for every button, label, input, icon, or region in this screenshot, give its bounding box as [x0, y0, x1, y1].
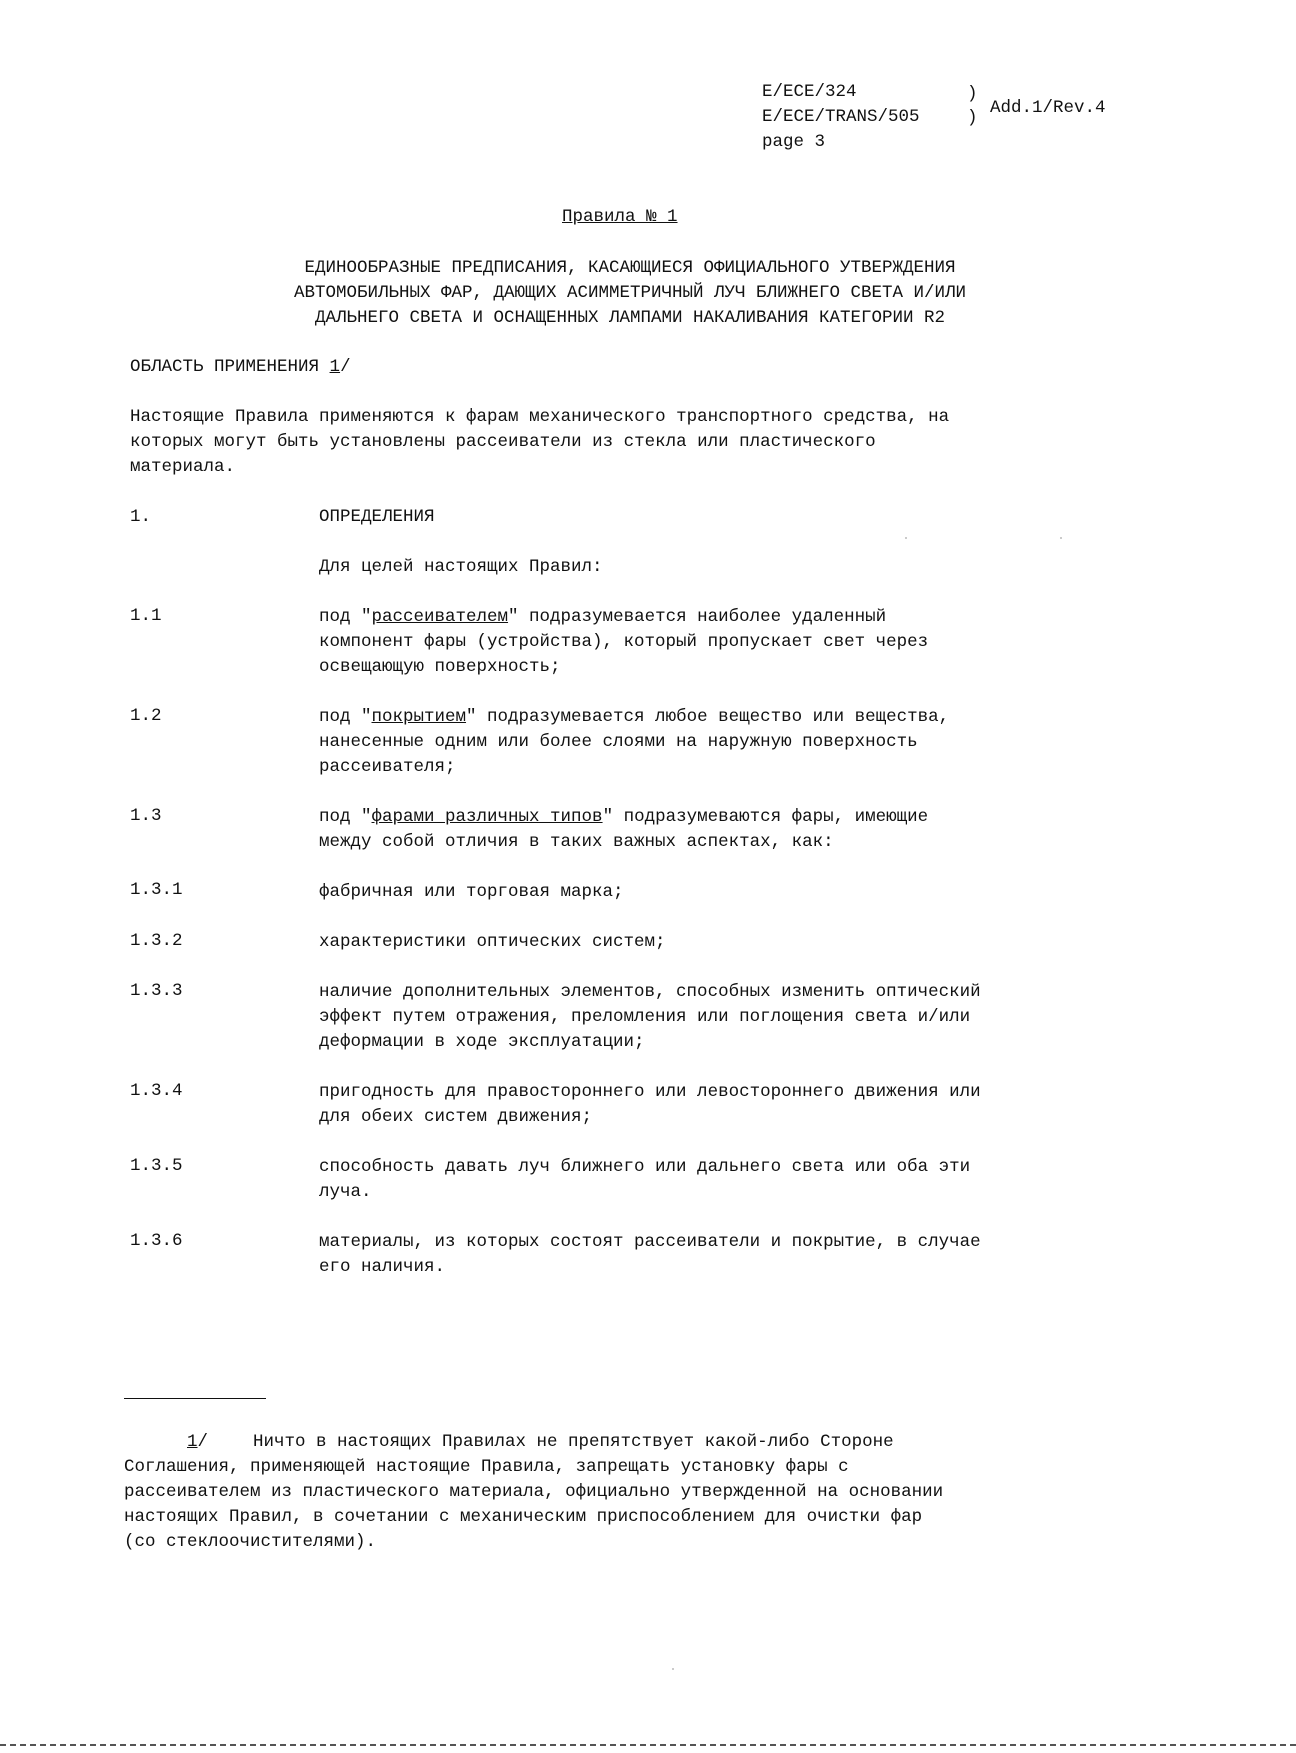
item-text: [319, 605, 1249, 680]
regulation-title: Правила № 1: [562, 207, 678, 227]
footnote-line: Соглашения, применяющей настоящие Правила, запрещать установку фары с: [124, 1457, 849, 1477]
item-number: 1.3.6: [130, 1231, 183, 1251]
item-number: 1.3.5: [130, 1156, 183, 1176]
subtitle-line: ДАЛЬНЕГО СВЕТА И ОСНАЩЕННЫХ ЛАМПАМИ НАКАЛИВАНИЯ КАТЕГОРИИ R2: [314, 308, 946, 328]
footnote-reference: 1: [329, 357, 341, 377]
item-line: компонент фары (устройства), который пропускает свет через: [319, 632, 929, 652]
item-line: под "фарами различных типов" подразумеваются фары, имеющие: [319, 807, 929, 827]
item-line: для обеих систем движения;: [319, 1107, 593, 1127]
subtitle-line: АВТОМОБИЛЬНЫХ ФАР, ДАЮЩИХ АСИММЕТРИЧНЫЙ ЛУЧ БЛИЖНЕГО СВЕТА И/ИЛИ: [293, 283, 967, 303]
defined-term: рассеивателем: [371, 607, 509, 627]
defined-term: покрытием: [371, 707, 467, 727]
footnote-line: (со стеклоочистителями).: [124, 1532, 377, 1552]
section-number: 1.: [130, 507, 152, 527]
defined-term: фарами различных типов: [371, 807, 603, 827]
scope-heading: ОБЛАСТЬ ПРИМЕНЕНИЯ: [130, 357, 320, 377]
item-number: 1.3.2: [130, 931, 183, 951]
item-line: характеристики оптических систем;: [319, 932, 666, 952]
item-line: между собой отличия в таких важных аспектах, как:: [319, 832, 834, 852]
item-text: [319, 980, 1249, 1055]
item-line: фабричная или торговая марка;: [319, 882, 624, 902]
item-text: [319, 1230, 1249, 1280]
doc-symbol-1: E/ECE/324: [762, 82, 857, 102]
item-text: [319, 805, 1249, 855]
item-line: освещающую поверхность;: [319, 657, 561, 677]
footnote-line: настоящих Правил, в сочетании с механическим приспособлением для очистки фар: [124, 1507, 923, 1527]
paragraph-line: материала.: [130, 457, 236, 477]
item-line: материалы, из которых состоят рассеиватели и покрытие, в случае: [319, 1232, 981, 1252]
item-number: 1.1: [130, 606, 162, 626]
item-line: рассеивателя;: [319, 757, 456, 777]
footnote-reference-slash: /: [340, 357, 351, 377]
footnote-separator: [124, 1398, 266, 1399]
item-text: [319, 880, 1249, 905]
item-line: способность давать луч ближнего или дальнего света или оба эти: [319, 1157, 971, 1177]
footnote-line: Ничто в настоящих Правилах не препятствует какой-либо Стороне: [253, 1432, 894, 1452]
item-line: эффект путем отражения, преломления или поглощения света и/или: [319, 1007, 971, 1027]
item-number: 1.3.3: [130, 981, 183, 1001]
footnote-marker-slash: /: [197, 1432, 209, 1452]
item-line: под "покрытием" подразумевается любое вещество или вещества,: [319, 707, 950, 727]
scope-heading-row: [130, 355, 351, 380]
item-line: пригодность для правостороннего или левостороннего движения или: [319, 1082, 981, 1102]
section-heading: ОПРЕДЕЛЕНИЯ: [319, 507, 435, 527]
item-line: деформации в ходе эксплуатации;: [319, 1032, 645, 1052]
bracket-bottom: ): [967, 108, 978, 128]
item-line: под "рассеивателем" подразумевается наиболее удаленный: [319, 607, 887, 627]
bracket-top: ): [967, 84, 978, 104]
scan-speck: [1060, 537, 1062, 539]
item-text: [319, 1080, 1249, 1130]
paragraph-line: которых могут быть установлены рассеиватели из стекла или пластического: [130, 432, 876, 452]
scan-speck: [672, 1668, 674, 1670]
section-intro: Для целей настоящих Правил:: [319, 557, 603, 577]
addendum-label: Add.1/Rev.4: [990, 98, 1106, 118]
footnote-line: рассеивателем из пластического материала, официально утвержденной на основании: [124, 1482, 944, 1502]
subtitle-line: ЕДИНООБРАЗНЫЕ ПРЕДПИСАНИЯ, КАСАЮЩИЕСЯ ОФИЦИАЛЬНОГО УТВЕРЖДЕНИЯ: [304, 258, 956, 278]
item-text: [319, 1155, 1249, 1205]
item-line: нанесенные одним или более слоями на наружную поверхность: [319, 732, 918, 752]
page-bottom-border: [0, 1744, 1296, 1746]
footnote-marker: 1: [187, 1432, 198, 1452]
item-line: наличие дополнительных элементов, способных изменить оптический: [319, 982, 981, 1002]
footnote-line: [187, 1430, 208, 1455]
item-text: [319, 930, 1249, 955]
item-number: 1.3: [130, 806, 162, 826]
paragraph-line: Настоящие Правила применяются к фарам механического транспортного средства, на: [130, 407, 950, 427]
item-number: 1.2: [130, 706, 162, 726]
item-number: 1.3.1: [130, 880, 183, 900]
scan-speck: [905, 537, 907, 539]
item-text: [319, 705, 1249, 780]
page-label: page 3: [762, 132, 826, 152]
item-line: его наличия.: [319, 1257, 446, 1277]
item-line: луча.: [319, 1182, 372, 1202]
doc-symbol-2: E/ECE/TRANS/505: [762, 107, 920, 127]
item-number: 1.3.4: [130, 1081, 183, 1101]
